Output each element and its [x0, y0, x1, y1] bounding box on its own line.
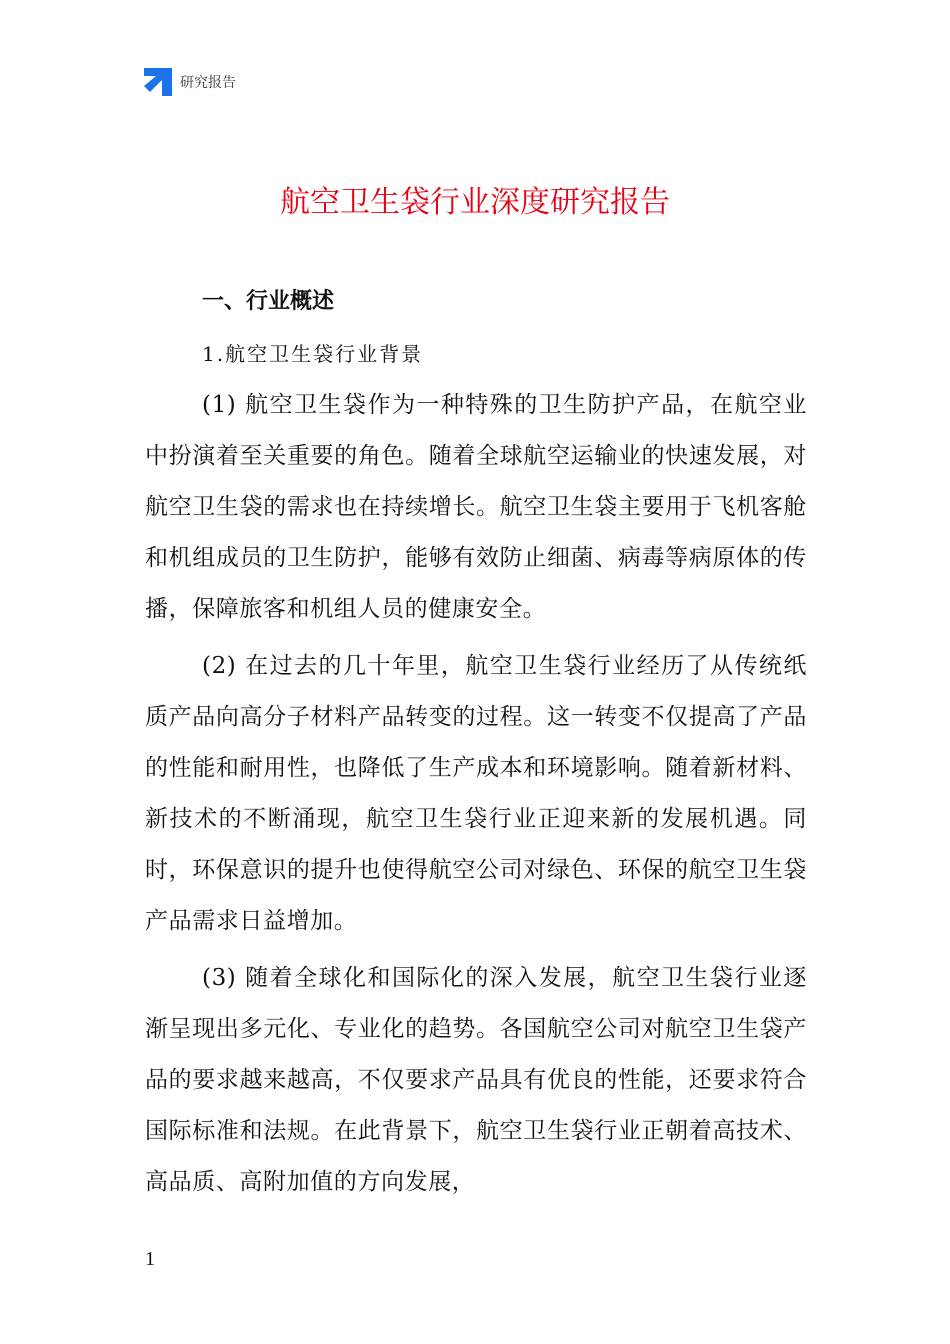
document-title: 航空卫生袋行业深度研究报告	[280, 185, 670, 220]
page-header	[144, 68, 236, 96]
arrow-logo-icon	[144, 68, 172, 96]
document-body	[145, 282, 807, 1208]
paragraph-1: (1) 航空卫生袋作为一种特殊的卫生防护产品，在航空业中扮演着至关重要的角色。随着全球航空运输业的快速发展，对航空卫生袋的需求也在持续增长。航空卫生袋主要用于飞机客舱和机组成员的卫生防护，能够有效防止细菌、病毒等病原体的传播，保障旅客和机组人员的健康安全。	[145, 392, 807, 622]
section-heading: 一、行业概述	[202, 289, 335, 314]
subsection-heading: 1.航空卫生袋行业背景	[202, 342, 424, 366]
paragraph-2: (2) 在过去的几十年里，航空卫生袋行业经历了从传统纸质产品向高分子材料产品转变的过程。这一转变不仅提高了产品的性能和耐用性，也降低了生产成本和环境影响。随着新材料、新技术的不断涌现，航空卫生袋行业正迎来新的发展机遇。同时，环保意识的提升也使得航空公司对绿色、环保的航空卫生袋产品需求日益增加。	[145, 653, 807, 934]
header-label: 研究报告	[180, 75, 236, 91]
paragraph-3: (3) 随着全球化和国际化的深入发展，航空卫生袋行业逐渐呈现出多元化、专业化的趋势。各国航空公司对航空卫生袋产品的要求越来越高，不仅要求产品具有优良的性能，还要求符合国际标准和法规。在此背景下，航空卫生袋行业正朝着高技术、高品质、高附加值的方向发展，	[145, 965, 807, 1195]
page-number: 1	[145, 1248, 155, 1270]
